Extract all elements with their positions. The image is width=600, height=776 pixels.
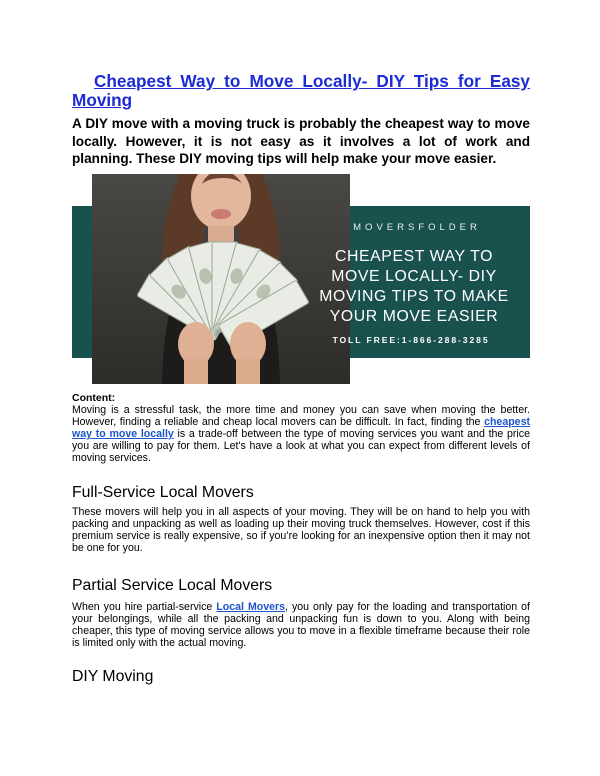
hero-banner: [72, 174, 530, 384]
partial-service-heading: Partial Service Local Movers: [72, 577, 273, 594]
toll-free-number: TOLL FREE:1-866-288-3285: [332, 335, 490, 345]
partial-service-paragraph: [72, 601, 530, 649]
diy-moving-heading: DIY Moving: [72, 668, 154, 685]
banner-headline: [298, 247, 530, 327]
paragraph-text: Moving is a stressful task, the more time and money you can save when moving the better. However, finding a reliable and cheap local movers can be difficult. In fact, finding the: [72, 404, 530, 429]
full-service-paragraph: These movers will help you in all aspects of your moving. They will be on hand to help you with packing and unpacking as well as loading up their moving truck themselves. However, cost if this premium service is really expensive, so if you’re looking for an inexpensive option then it may not be one for you.: [72, 506, 530, 555]
article-title[interactable]: [72, 72, 530, 110]
headline-line: MOVING TIPS TO MAKE: [319, 288, 509, 305]
headline-line: CHEAPEST WAY TO: [335, 248, 493, 265]
content-label: Content:: [72, 392, 116, 404]
local-movers-link[interactable]: Local Movers: [216, 601, 286, 613]
content-paragraph: [72, 404, 530, 464]
article-title-text[interactable]: Cheapest Way to Move Locally- DIY Tips for Easy Moving: [72, 71, 530, 110]
paragraph-text: is a trade-off between the type of moving services you want and the price you are willing to pay for them. Let's have a look at what you can expect from different levels of moving services.: [72, 428, 530, 465]
cheapest-way-link[interactable]: cheapest way to move locally: [72, 416, 530, 441]
headline-line: MOVE LOCALLY- DIY: [331, 268, 497, 285]
headline-line: YOUR MOVE EASIER: [329, 308, 499, 325]
full-service-heading: Full-Service Local Movers: [72, 484, 254, 501]
paragraph-text: , you only pay for the loading and transportation of your belongings, while all the packing and unpacking fun is down to you. Along with being cheaper, this type of moving service allows you to move in a flexible timeframe because their role is limited only with the actual moving.: [72, 601, 530, 650]
paragraph-text: When you hire partial-service: [72, 601, 217, 613]
brand-name: MOVERSFOLDER: [353, 222, 481, 233]
article-intro: A DIY move with a moving truck is probably the cheapest way to move locally. However, it is not easy as it involves a lot of work and planning. These DIY moving tips will help make your move easier.: [72, 116, 530, 166]
